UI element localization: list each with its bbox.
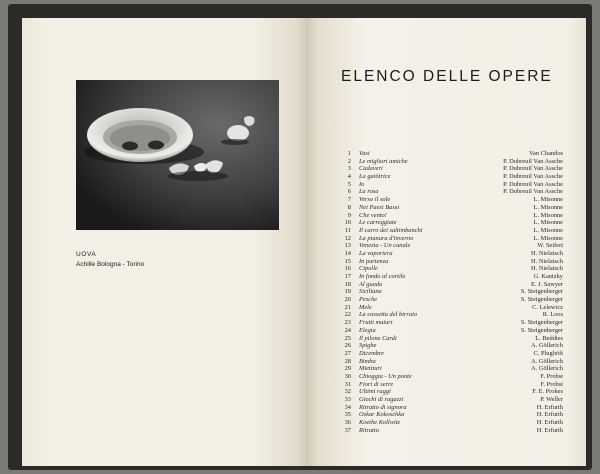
work-title: Io: [359, 180, 365, 188]
work-number: 24: [344, 326, 351, 334]
work-title: Il pilone Cardi: [359, 334, 397, 342]
list-item: [339, 411, 563, 419]
work-title: Vasi: [359, 150, 370, 157]
work-title: Chioggia - Un ponte: [359, 372, 412, 380]
work-number: 13: [344, 242, 351, 250]
list-item: [339, 350, 563, 358]
work-title: Pesche: [359, 296, 378, 304]
list-item: [339, 242, 563, 250]
work-title: La vaporiera: [359, 249, 393, 257]
list-item: [339, 181, 563, 189]
list-item: [339, 212, 563, 220]
work-title: Le migliori amiche: [359, 157, 408, 165]
work-title: Che vento!: [359, 211, 387, 219]
right-page: [308, 18, 586, 466]
work-author: L. Misonne: [533, 211, 563, 219]
work-title: Al guado: [359, 280, 383, 288]
work-author: L. Misonne: [533, 226, 563, 234]
work-author: H. Erfurth: [536, 419, 563, 427]
work-number: 32: [344, 388, 351, 396]
list-item: [339, 158, 563, 166]
work-author: L. Beddies: [535, 334, 563, 342]
work-number: 31: [344, 380, 351, 388]
work-title: Bimba: [359, 357, 376, 365]
list-item: [339, 381, 563, 389]
work-title: Mietituri: [359, 365, 382, 373]
work-title: Il carro dei saltimbanchi: [359, 226, 423, 234]
work-title: Venezia - Un canale: [359, 242, 411, 250]
list-item: [339, 335, 563, 343]
list-item: [339, 342, 563, 350]
work-title: Spighe: [359, 342, 377, 350]
work-title: Ritratto di signora: [359, 403, 407, 411]
list-item: [339, 296, 563, 304]
list-item: [339, 427, 563, 435]
work-number: 17: [344, 273, 351, 280]
page-heading: ELENCO DELLE OPERE: [341, 68, 553, 85]
work-author: H. Nielatsch: [531, 249, 563, 257]
work-title: La pianura d'inverno: [359, 234, 414, 242]
work-author: S. Steigenberger: [520, 326, 563, 334]
list-item: [339, 196, 563, 204]
work-title: Elegia: [359, 326, 376, 334]
egg-photograph: [76, 80, 279, 230]
work-number: 16: [344, 265, 351, 273]
work-title: Cadaveri: [359, 165, 383, 173]
work-number: 18: [344, 280, 351, 288]
work-number: 8: [347, 203, 351, 211]
list-item: [339, 396, 563, 404]
work-title: La cassetta del birraio: [359, 311, 418, 319]
work-number: 3: [347, 165, 351, 173]
work-author: P. Dubreuil Van Assche: [503, 173, 563, 181]
work-title: Koethe Kollwitz: [359, 419, 401, 427]
work-author: P. Weller: [540, 396, 563, 403]
work-number: 20: [344, 296, 351, 304]
work-author: P. Dubreuil Van Assche: [503, 165, 563, 173]
work-number: 14: [344, 249, 351, 257]
work-title: Verso il sole: [359, 196, 391, 204]
work-author: R. Loos: [542, 311, 563, 319]
work-number: 11: [344, 226, 351, 234]
work-title: Dicembre: [359, 349, 384, 357]
work-author: H. Erfurth: [536, 426, 563, 434]
list-item: [339, 219, 563, 227]
work-number: 19: [344, 288, 351, 296]
work-number: 2: [347, 157, 351, 165]
work-number: 5: [347, 180, 351, 188]
list-item: [339, 365, 563, 373]
work-title: Ultimi raggi: [359, 388, 391, 396]
work-author: H. Erfurth: [536, 411, 563, 419]
list-item: [339, 373, 563, 381]
work-number: 22: [344, 311, 351, 319]
work-author: L. Misonne: [533, 196, 563, 204]
work-number: 26: [344, 342, 351, 350]
list-item: [339, 419, 563, 427]
work-title: Fiori di serre: [359, 380, 394, 388]
work-author: Van Chandos: [529, 150, 563, 157]
list-item: [339, 288, 563, 296]
list-item: [339, 173, 563, 181]
list-item: [339, 358, 563, 366]
work-number: 9: [347, 211, 351, 219]
list-item: [339, 311, 563, 319]
list-item: [339, 319, 563, 327]
list-item: [339, 304, 563, 312]
list-item: [339, 327, 563, 335]
list-item: [339, 273, 563, 281]
work-author: P. Dubreuil Van Assche: [503, 188, 563, 196]
work-author: S. Steigenberger: [520, 296, 563, 304]
work-author: F. Probst: [540, 380, 563, 388]
work-number: 21: [344, 303, 351, 311]
work-title: Siciliana: [359, 288, 382, 296]
work-number: 23: [344, 319, 351, 327]
list-item: [339, 281, 563, 289]
work-author: C. Plughöft: [533, 349, 563, 357]
work-number: 37: [344, 426, 351, 434]
work-title: Ritratto: [359, 426, 379, 434]
work-author: L. Misonne: [533, 203, 563, 211]
caption-credit: Achille Bologna - Torino: [76, 261, 145, 268]
list-item: [339, 258, 563, 266]
list-item: [339, 404, 563, 412]
work-author: S. Steigenberger: [520, 319, 563, 327]
work-title: In partenza: [359, 257, 389, 265]
work-number: 30: [344, 372, 351, 380]
work-number: 1: [347, 150, 351, 157]
list-item: [339, 227, 563, 235]
list-item: [339, 165, 563, 173]
caption-title: UOVA: [76, 251, 97, 258]
list-item: [339, 250, 563, 258]
work-title: In fondo al cortile: [359, 273, 406, 280]
work-author: S. Steigenberger: [520, 288, 563, 296]
work-author: P. Dubreuil Van Assche: [503, 157, 563, 165]
work-author: C. Lelewicz: [532, 303, 563, 311]
work-author: E. J. Sawyer: [531, 280, 563, 288]
photo-caption: [76, 250, 144, 270]
work-title: Nei Paesi Bassi: [359, 203, 400, 211]
work-author: P. Dubreuil Van Assche: [503, 180, 563, 188]
work-author: A. Göllerich: [531, 357, 563, 365]
work-author: F. E. Prokes: [532, 388, 563, 396]
work-number: 25: [344, 334, 351, 342]
list-item: [339, 150, 563, 158]
work-number: 6: [347, 188, 351, 196]
work-number: 10: [344, 219, 351, 227]
work-number: 15: [344, 257, 351, 265]
work-author: H. Erfurth: [536, 403, 563, 411]
work-author: H. Nielatsch: [531, 257, 563, 265]
list-item: [339, 265, 563, 273]
works-list: [339, 150, 563, 434]
work-number: 35: [344, 411, 351, 419]
work-author: G. Kantzky: [533, 273, 563, 280]
work-number: 33: [344, 396, 351, 403]
work-author: A. Göllerich: [531, 342, 563, 350]
work-number: 34: [344, 403, 351, 411]
work-author: A. Göllerich: [531, 365, 563, 373]
work-title: Le carreggiate: [359, 219, 397, 227]
work-author: F. Probst: [540, 372, 563, 380]
work-title: La gaiòtrice: [359, 173, 391, 181]
work-number: 4: [347, 173, 351, 181]
work-author: L. Misonne: [533, 219, 563, 227]
work-title: Mele: [359, 303, 372, 311]
list-item: [339, 204, 563, 212]
left-page: [22, 18, 308, 466]
work-number: 28: [344, 357, 351, 365]
work-title: Giochi di ragazzi: [359, 396, 404, 403]
open-book: [8, 4, 592, 470]
list-item: [339, 188, 563, 196]
work-number: 27: [344, 349, 351, 357]
list-item: [339, 235, 563, 243]
work-title: Oskar Kokoschka: [359, 411, 405, 419]
work-author: L. Misonne: [533, 234, 563, 242]
work-number: 7: [347, 196, 351, 204]
work-author: W. Seifert: [537, 242, 563, 250]
work-title: Cipolle: [359, 265, 378, 273]
work-title: Frutti maturi: [359, 319, 393, 327]
work-author: H. Nielatsch: [531, 265, 563, 273]
work-title: La rosa: [359, 188, 379, 196]
work-number: 36: [344, 419, 351, 427]
list-item: [339, 388, 563, 396]
work-number: 29: [344, 365, 351, 373]
work-number: 12: [344, 234, 351, 242]
